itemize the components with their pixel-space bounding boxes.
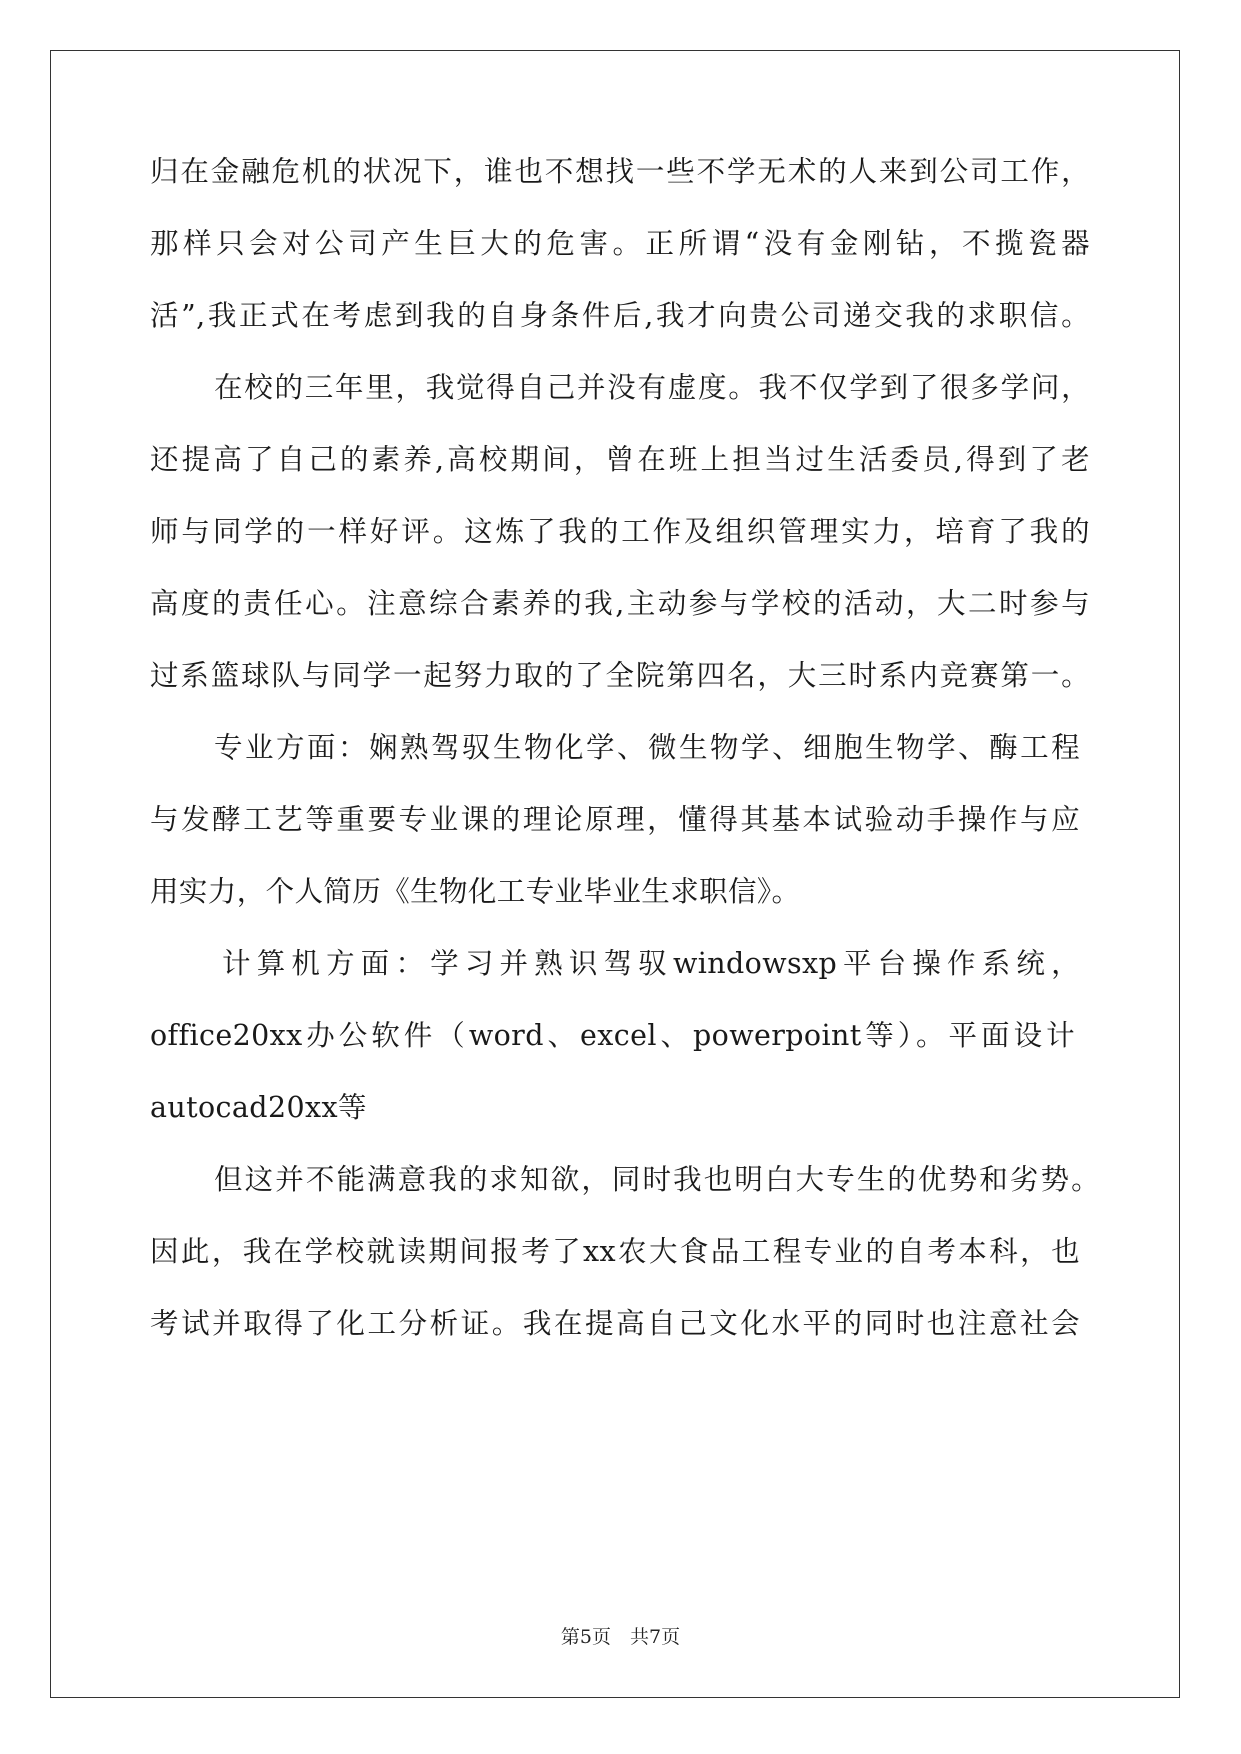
page-number-footer: 第5页 共7页 bbox=[560, 1626, 681, 1648]
paragraph-first-line: 但这并不能满意我的求知欲，同时我也明白大专生的优势和劣势。 bbox=[214, 1163, 1100, 1196]
text-line: 用实力，个人简历《生物化工专业毕业生求职信》。 bbox=[150, 875, 801, 908]
text-line: autocad20xx等 bbox=[150, 1091, 367, 1124]
text-line: 考试并取得了化工分析证。我在提高自己文化水平的同时也注意社会 bbox=[150, 1307, 1080, 1340]
text-line: office20xx办公软件（word、excel、powerpoint等）。平面设计 bbox=[150, 1019, 1075, 1052]
text-line: 那样只会对公司产生巨大的危害。正所谓“没有金刚钻，不揽瓷器 bbox=[150, 227, 1090, 260]
text-line: 与发酵工艺等重要专业课的理论原理，懂得其基本试验动手操作与应 bbox=[150, 803, 1080, 836]
text-line: 因此，我在学校就读期间报考了xx农大食品工程专业的自考本科，也 bbox=[150, 1235, 1080, 1268]
text-line: 还提高了自己的素养,高校期间，曾在班上担当过生活委员,得到了老 bbox=[150, 443, 1090, 476]
text-line: 过系篮球队与同学一起努力取的了全院第四名，大三时系内竞赛第一。 bbox=[150, 659, 1090, 692]
paragraph-first-line: 在校的三年里，我觉得自己并没有虚度。我不仅学到了很多学问， bbox=[214, 371, 1090, 404]
paragraph-first-line: 计算机方面：学习并熟识驾驭windowsxp平台操作系统， bbox=[222, 947, 1080, 980]
text-line: 归在金融危机的状况下，谁也不想找一些不学无术的人来到公司工作， bbox=[150, 155, 1090, 188]
paragraph-first-line: 专业方面：娴熟驾驭生物化学、微生物学、细胞生物学、酶工程 bbox=[214, 731, 1080, 764]
text-line: 活”,我正式在考虑到我的自身条件后,我才向贵公司递交我的求职信。 bbox=[150, 299, 1090, 332]
text-line: 师与同学的一样好评。这炼了我的工作及组织管理实力，培育了我的 bbox=[150, 515, 1090, 548]
text-line: 高度的责任心。注意综合素养的我,主动参与学校的活动，大二时参与 bbox=[150, 587, 1090, 620]
